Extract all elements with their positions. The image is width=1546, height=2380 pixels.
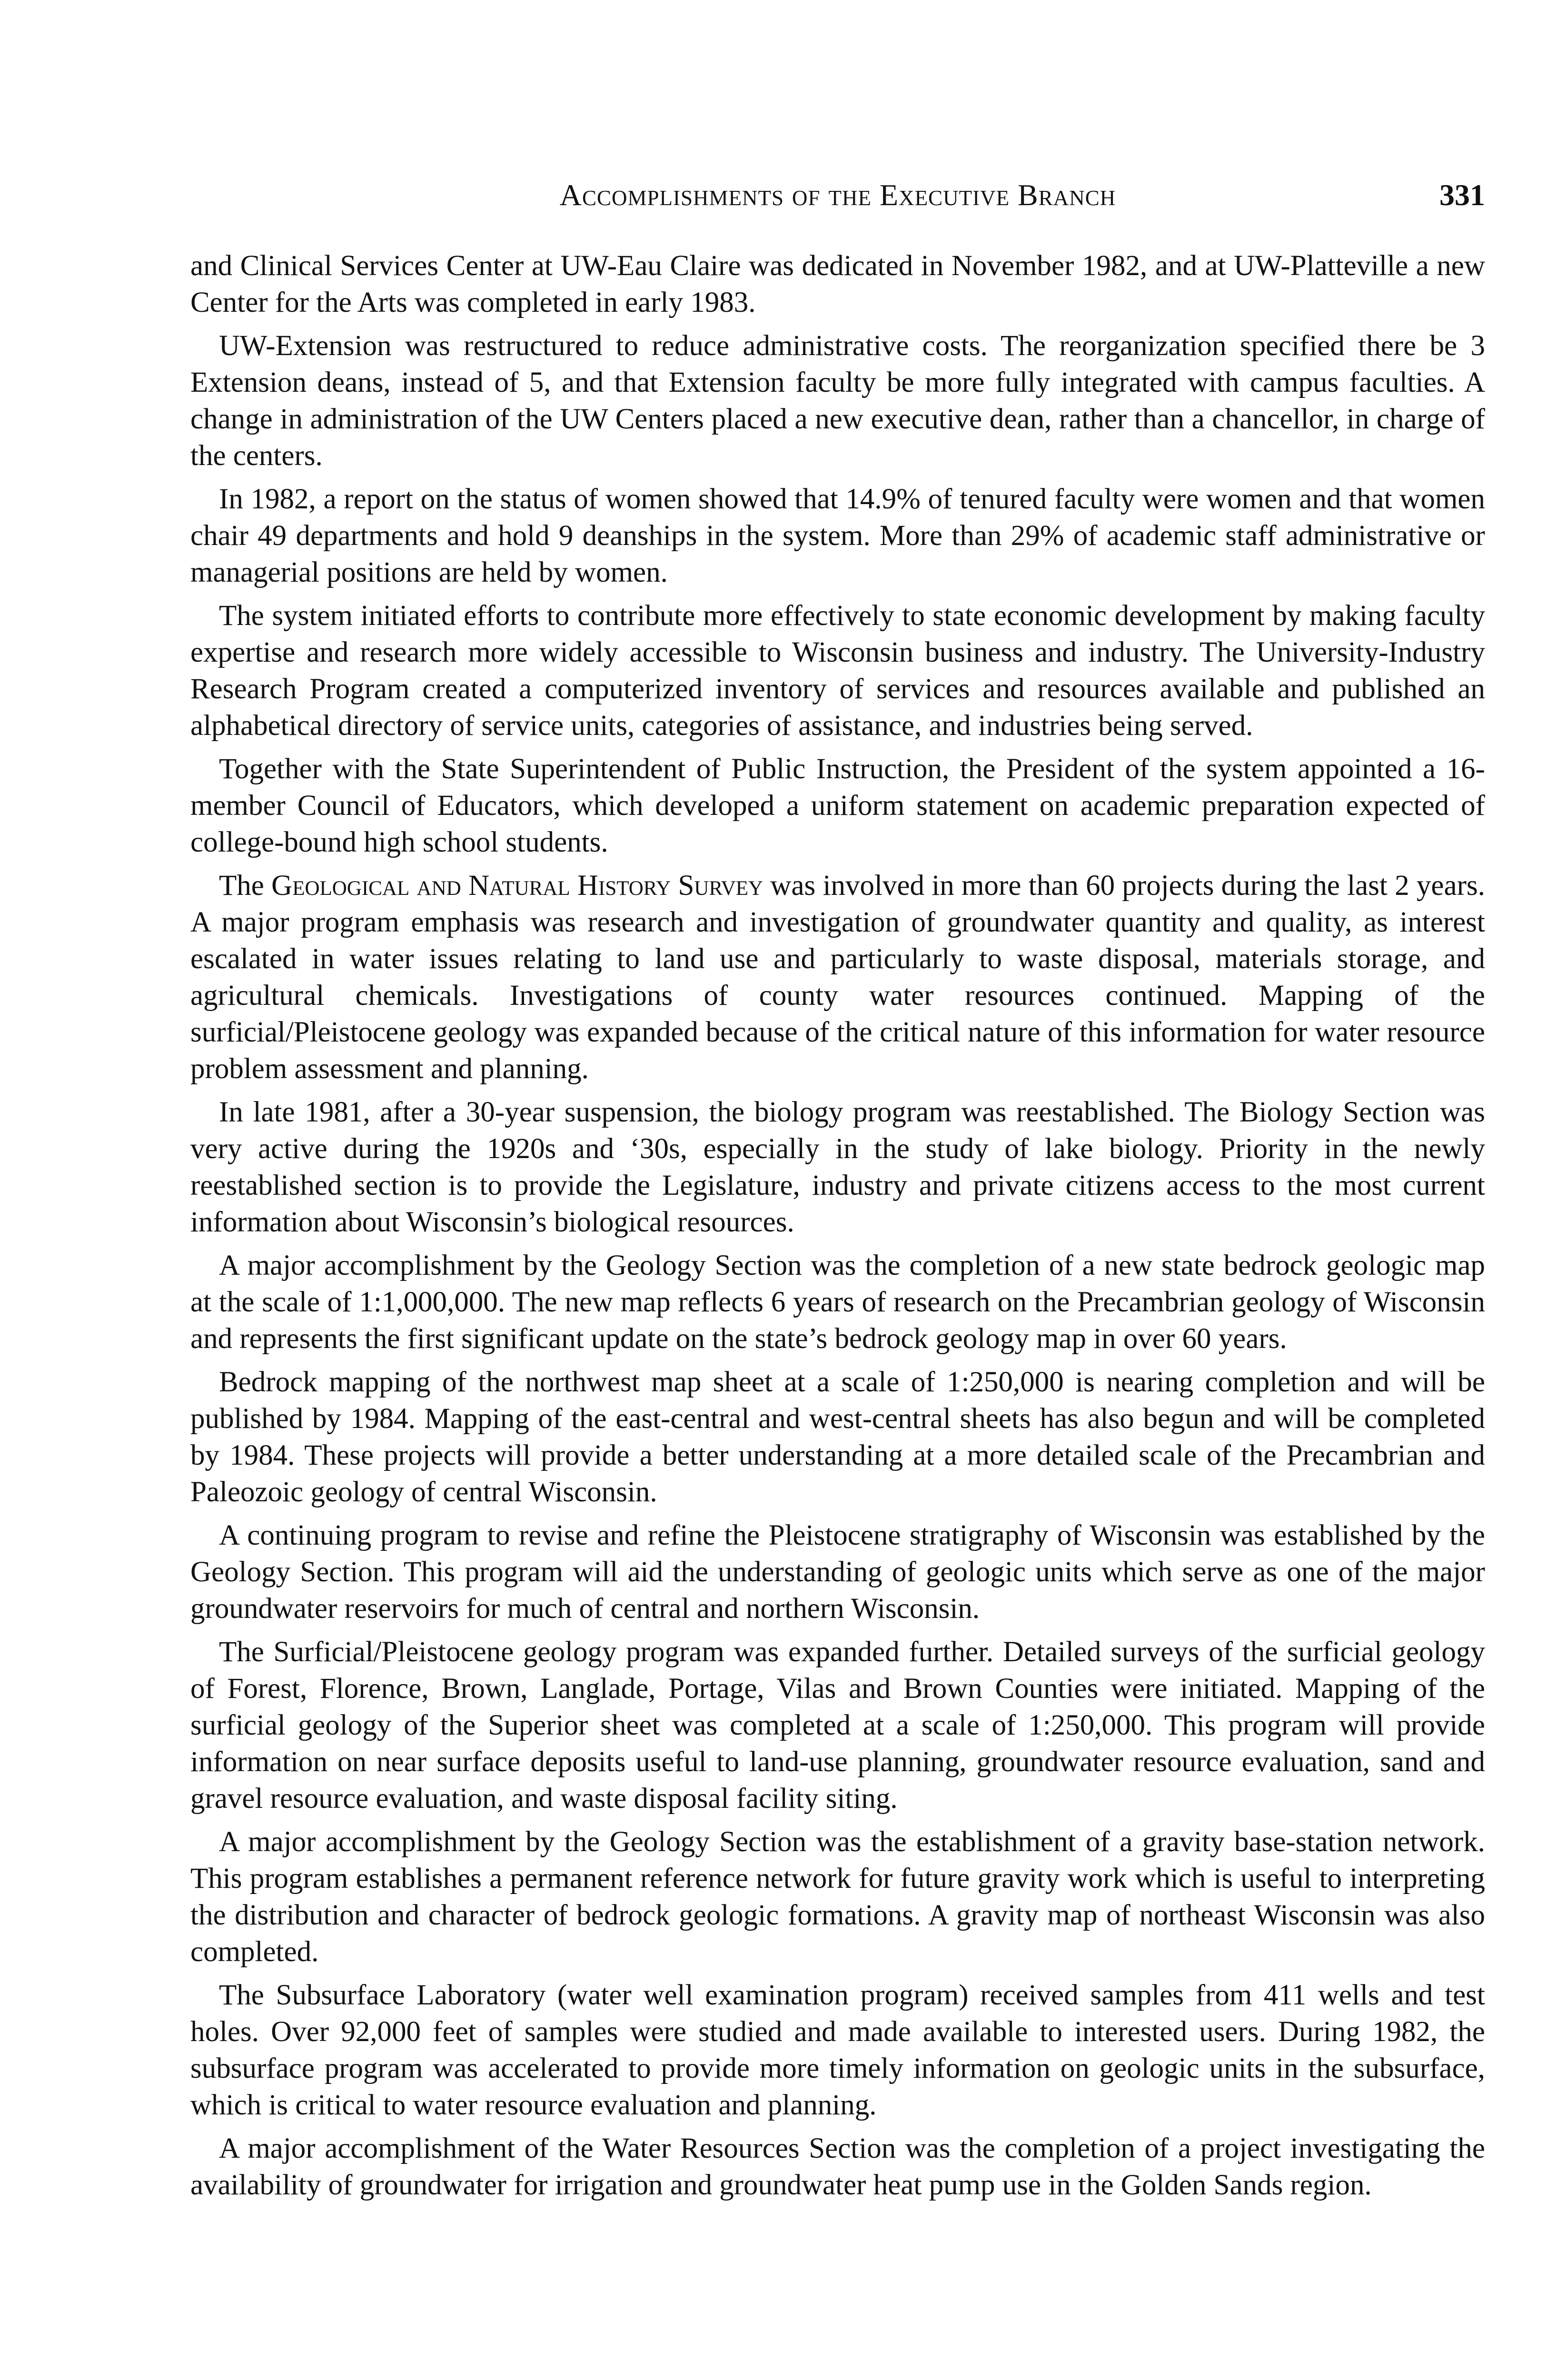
paragraph: In 1982, a report on the status of women showed that 14.9% of tenured faculty were women and that women chair 49 departments and hold 9 deanships in the system. More than 29% of academic staff administrative or managerial positions are held by women. — [190, 483, 1485, 588]
paragraph: Together with the State Superintendent of Public Instruction, the President of the system appointed a 16-member Council of Educators, which developed a uniform statement on academic preparation expected of college-bound high school students. — [190, 753, 1485, 858]
running-title: Accomplishments of the Executive Branch — [559, 178, 1116, 212]
page-number: 331 — [1439, 178, 1485, 212]
paragraph: Bedrock mapping of the northwest map sheet at a scale of 1:250,000 is nearing completion and will be published by 1984. Mapping of the east-central and west-central sheets has also begun and will be completed by 1984. These projects will provide a better understanding at a more detailed scale of the Precambrian and Paleozoic geology of central Wisconsin. — [190, 1366, 1485, 1508]
paragraph: The Surficial/Pleistocene geology program was expanded further. Detailed surveys of the surficial geology of Forest, Florence, Brown, Langlade, Portage, Vilas and Brown Counties were initiated. Mapping of the surficial geology of the Superior sheet was completed at a scale of 1:250,000. This program will provide information on near surface deposits useful to land-use planning, groundwater resource evaluation, sand and gravel resource evaluation, and waste disposal facility siting. — [190, 1636, 1485, 1815]
paragraph: A major accomplishment by the Geology Section was the establishment of a gravity base-station network. This program establishes a permanent reference network for future gravity work which is useful to interpreting the distribution and character of bedrock geologic formations. A gravity map of northeast Wisconsin was also completed. — [190, 1826, 1485, 1968]
body-text — [190, 248, 1485, 2203]
paragraph: In late 1981, after a 30-year suspension, the biology program was reestablished. The Biology Section was very active during the 1920s and ‘30s, especially in the study of lake biology. Priority in the newly reestablished section is to provide the Legislature, industry and private citizens access to the most current information about Wisconsin’s biological resources. — [190, 1096, 1485, 1238]
paragraph: The Subsurface Laboratory (water well examination program) received samples from 411 wells and test holes. Over 92,000 feet of samples were studied and made available to interested users. During 1982, the subsurface program was accelerated to provide more timely information on geologic units in the subsurface, which is critical to water resource evaluation and planning. — [190, 1979, 1485, 2121]
running-header — [190, 171, 1485, 219]
survey-prefix: The — [219, 870, 272, 902]
paragraph: The system initiated efforts to contribute more effectively to state economic development by making faculty expertise and research more widely accessible to Wisconsin business and industry. The University-Industry Research Program created a computerized inventory of services and resources available and published an alphabetical directory of service units, categories of assistance, and industries being served. — [190, 600, 1485, 742]
document-page — [190, 171, 1485, 2210]
agency-name: Geological and Natural History Survey — [271, 870, 763, 902]
paragraph: A major accomplishment of the Water Resources Section was the completion of a project investigating the availability of groundwater for irrigation and groundwater heat pump use in the Golden Sands region. — [190, 2132, 1485, 2201]
survey-paragraph — [190, 867, 1485, 1087]
survey-text: was involved in more than 60 projects during the last 2 years. A major program emphasis was research and investigation of groundwater quantity and quality, as interest escalated in water issues relating to land use and particularly to waste disposal, materials storage, and agricultural chemicals. Investigations of county water resources continued. Mapping of the surficial/Pleistocene geology was expanded because of the critical nature of this information for water resource problem assessment and planning. — [190, 870, 1486, 1085]
paragraph: and Clinical Services Center at UW-Eau Claire was dedicated in November 1982, and at UW-Platteville a new Center for the Arts was completed in early 1983. — [190, 250, 1485, 318]
paragraph: A continuing program to revise and refine the Pleistocene stratigraphy of Wisconsin was established by the Geology Section. This program will aid the understanding of geologic units which serve as one of the major groundwater reservoirs for much of central and northern Wisconsin. — [190, 1519, 1485, 1625]
paragraph: A major accomplishment by the Geology Section was the completion of a new state bedrock geologic map at the scale of 1:1,000,000. The new map reflects 6 years of research on the Precambrian geology of Wisconsin and represents the first significant update on the state’s bedrock geology map in over 60 years. — [190, 1250, 1485, 1355]
paragraph: UW-Extension was restructured to reduce administrative costs. The reorganization specified there be 3 Extension deans, instead of 5, and that Extension faculty be more fully integrated with campus faculties. A change in administration of the UW Centers placed a new executive dean, rather than a chancellor, in charge of the centers. — [190, 330, 1485, 472]
